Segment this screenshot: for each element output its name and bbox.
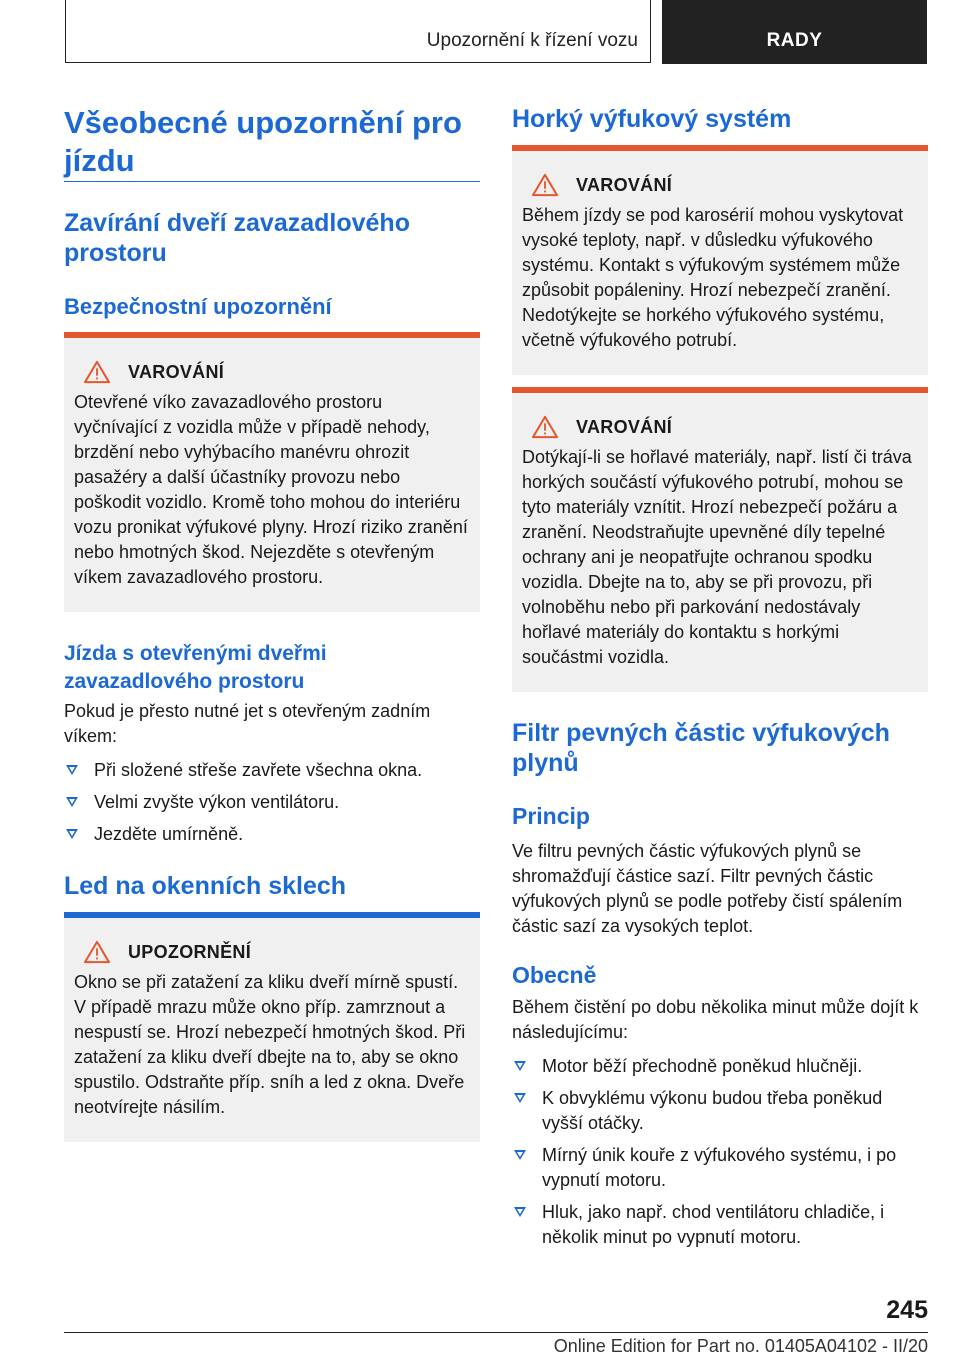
bullet-triangle-icon bbox=[514, 1061, 526, 1071]
caution-text: Okno se při zatažení za kliku dveří mírně spustí. V případě mrazu může okno příp. zamrznout a nespustí se. Hrozí nebezpečí hmotných škod. Při zatažení za kliku dveří dbejte na to, aby se okno spustilo. Odstraňte příp. sníh a led z okna. Dveře neotvírejte násilím. bbox=[74, 972, 466, 1117]
general-list bbox=[512, 1054, 928, 1257]
bullet-triangle-icon bbox=[66, 797, 78, 807]
warning-box-exhaust bbox=[512, 145, 928, 375]
warning-triangle-icon bbox=[82, 360, 112, 384]
header-tab-label: RADY bbox=[766, 30, 823, 51]
bullet-triangle-icon bbox=[66, 829, 78, 839]
general-heading: Obecně bbox=[512, 962, 597, 988]
driving-heading: Jízda s otevřenými dveřmi zavazadlového prostoru bbox=[64, 642, 327, 693]
safety-heading: Bezpečnostní upozornění bbox=[64, 294, 332, 319]
driving-list bbox=[64, 758, 480, 854]
driving-text: Pokud je přesto nutné jet s otevřeným zadním víkem: bbox=[64, 701, 431, 746]
warning-text: Během jízdy se pod karosérií mohou vyskytovat vysoké teploty, např. v důsledku výfukového systému. Kontakt s výfukovým systémem může způsobit popáleniny. Hrozí nebezpečí zranění. Nedotýkejte se horkého výfukového systému, včetně výfukového potrubí. bbox=[522, 205, 904, 350]
bullet-triangle-icon bbox=[514, 1207, 526, 1217]
list-item: Velmi zvyšte výkon ventilátoru. bbox=[64, 790, 480, 815]
general-text: Během čistění po dobu několika minut může dojít k následujícímu: bbox=[512, 997, 919, 1042]
caution-title bbox=[74, 940, 470, 964]
warning-text: Dotýkají-li se hořlavé materiály, např. listí či tráva horkých součástí výfukového potrubí, mohou se tyto materiály vznítit. Hrozí nebezpečí požáru a zranění. Neodstraňujte upevněné díly tepelné ochrany ani je neopatřujte ochranou spodku vozidla. Dbejte na to, aby se při provozu, při volnoběhu nebo při parkování nedostávaly hořlavé materiály do kontaktu s horkými součástmi vozidla. bbox=[522, 447, 912, 667]
warning-title bbox=[74, 360, 470, 384]
principle-heading: Princip bbox=[512, 803, 590, 829]
caution-triangle-icon bbox=[82, 940, 112, 964]
bullet-triangle-icon bbox=[514, 1150, 526, 1160]
bullet-triangle-icon bbox=[66, 765, 78, 775]
header-section-box bbox=[65, 0, 651, 63]
page-header bbox=[65, 0, 927, 64]
title-rule bbox=[64, 181, 480, 182]
filter-heading: Filtr pevných částic výfukových plynů bbox=[512, 719, 890, 777]
warning-title bbox=[522, 415, 918, 439]
warning-label: VAROVÁNÍ bbox=[576, 416, 673, 437]
bullet-triangle-icon bbox=[514, 1093, 526, 1103]
list-item: Motor běží přechodně poněkud hlučněji. bbox=[512, 1054, 928, 1079]
list-item: Jezděte umírněně. bbox=[64, 822, 480, 847]
page-number: 245 bbox=[886, 1296, 928, 1324]
list-item: Hluk, jako např. chod ventilátoru chladiče, i několik minut po vypnutí motoru. bbox=[512, 1200, 928, 1250]
warning-title bbox=[522, 173, 918, 197]
left-title: Všeobecné upozornění pro jízdu bbox=[64, 105, 462, 178]
warning-label: VAROVÁNÍ bbox=[576, 174, 673, 195]
principle-text: Ve filtru pevných částic výfukových plynů se shromažďují částice sazí. Filtr pevných částic výfukových plynů se podle potřeby čistí spálením částic sazí za vysokých teplot. bbox=[512, 841, 903, 936]
section-title: Upozornění k řízení vozu bbox=[426, 30, 638, 51]
caution-label: UPOZORNĚNÍ bbox=[128, 941, 252, 962]
list-item: K obvyklému výkonu budou třeba poněkud vyšší otáčky. bbox=[512, 1086, 928, 1136]
list-item: Mírný únik kouře z výfukového systému, i po vypnutí motoru. bbox=[512, 1143, 928, 1193]
caution-box bbox=[64, 912, 480, 1142]
warning-box bbox=[64, 332, 480, 612]
list-item: Při složené střeše zavřete všechna okna. bbox=[64, 758, 480, 783]
warning-label: VAROVÁNÍ bbox=[128, 361, 225, 382]
footer-rule bbox=[64, 1332, 928, 1333]
edition-text: Online Edition for Part no. 01405A04102 - II/20 bbox=[553, 1336, 928, 1356]
right-title: Horký výfukový systém bbox=[512, 105, 792, 133]
warning-triangle-icon bbox=[530, 415, 560, 439]
warning-text: Otevřené víko zavazadlového prostoru vyčnívající z vozidla může v případě nehody, brzdění nebo vyhýbacího manévru ohrozit pasažéry a další účastníky provozu nebo poškodit vozidlo. Kromě toho mohou do interiéru vozu pronikat výfukové plyny. Hrozí riziko zranění nebo hmotných škod. Nejezděte s otevřeným víkem zavazadlového prostoru. bbox=[74, 392, 468, 587]
section-subtitle: Zavírání dveří zavazadlového prostoru bbox=[64, 209, 410, 267]
header-tab bbox=[662, 0, 927, 64]
ice-heading: Led na okenních sklech bbox=[64, 872, 347, 900]
warning-box-flammable bbox=[512, 387, 928, 692]
warning-triangle-icon bbox=[530, 173, 560, 197]
